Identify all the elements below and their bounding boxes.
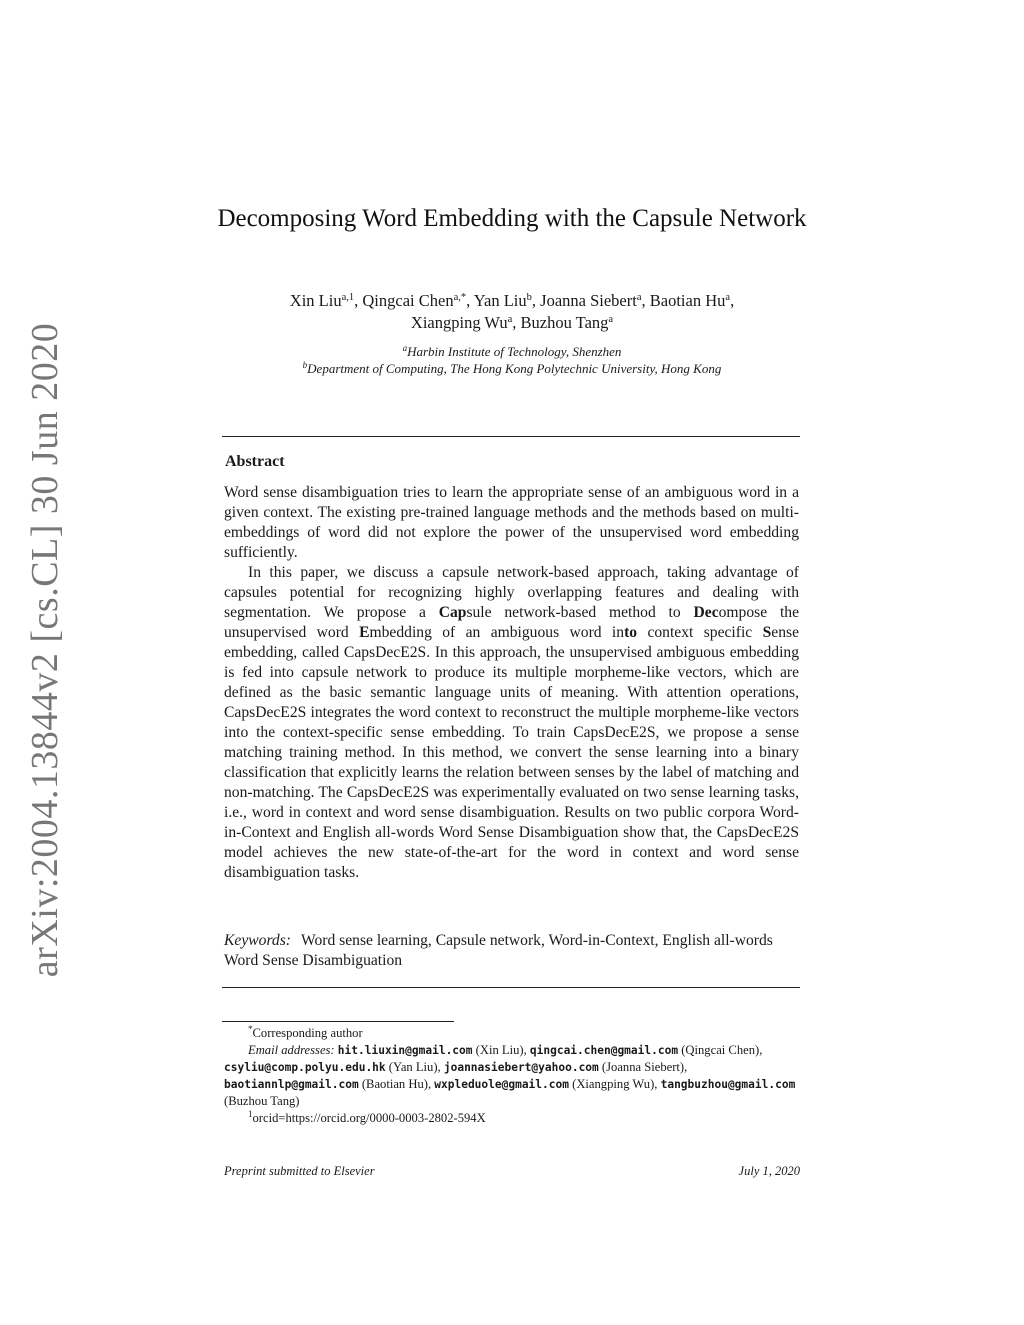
- email-link[interactable]: csyliu@comp.polyu.edu.hk: [224, 1061, 386, 1074]
- arxiv-identifier-stamp[interactable]: arXiv:2004.13844v2 [cs.CL] 30 Jun 2020: [24, 322, 66, 978]
- abstract-heading: Abstract: [225, 453, 285, 470]
- email-link[interactable]: joannasiebert@yahoo.com: [443, 1061, 599, 1074]
- orcid-link[interactable]: orcid=https://orcid.org/0000-0003-2802-594X: [252, 1111, 486, 1125]
- footnote-rule: [222, 1021, 454, 1022]
- paper-title: Decomposing Word Embedding with the Capsule Network: [217, 205, 807, 232]
- author: Qingcai Chen$^{a,*}$,: [362, 291, 474, 310]
- corresponding-author-note: *Corresponding author: [248, 1024, 363, 1040]
- author: Xiangping Wu$^a$,: [410, 313, 521, 332]
- keywords: [224, 931, 799, 971]
- footnotes: [224, 1025, 799, 1127]
- affiliation: $^a$Harbin Institute of Technology, Shenzhen: [402, 343, 622, 359]
- author: Baotian Hu$^a$,: [649, 291, 735, 310]
- abstract-paragraph: Word sense disambiguation tries to learn the appropriate sense of an ambiguous word in a given context. The existing pre-trained language methods and the methods based on multi-embeddings of word did not explore the power of the unsupervised word embedding sufficiently.: [224, 484, 799, 561]
- email-link[interactable]: tangbuzhou@gmail.com: [660, 1078, 796, 1091]
- preprint-note: Preprint submitted to Elsevier: [224, 1164, 375, 1178]
- email-addresses: Email addresses: hit.liuxin@gmail.com (Xin Liu), qingcai.chen@gmail.com (Qingcai Chen), csyliu@comp.polyu.edu.hk (Yan Liu), joannasiebert@yahoo.com (Joanna Siebert), baotiannlp@gmail.com (Baotian Hu), wxpleduole@gmail.com (Xiangping Wu), tangbuzhou@gmail.com (Buzhou Tang): [224, 1043, 796, 1108]
- affiliations: [200, 344, 824, 377]
- keywords-label: Keywords:: [224, 932, 291, 949]
- author: Joanna Siebert$^a$,: [540, 291, 650, 310]
- email-link[interactable]: baotiannlp@gmail.com: [224, 1078, 359, 1091]
- email-link[interactable]: hit.liuxin@gmail.com: [337, 1044, 473, 1057]
- abstract-paragraph: In this paper, we discuss a capsule network-based approach, taking advantage of capsules potential for recognizing highly overlapping features and dealing with segmentation. We propose a Capsule network-based method to Decompose the unsupervised word Embedding of an ambiguous word into context specific Sense embedding, called CapsDecE2S. In this approach, the unsupervised ambiguous embedding is fed into capsule network to produce its multiple morpheme-like vectors, which are defined as the basic semantic language units of meaning. With attention operations, CapsDecE2S integrates the word context to reconstruct the multiple morpheme-like vectors into the context-specific sense embedding. To train CapsDecE2S, we propose a sense matching training method. In this method, we convert the sense learning into a binary classification that explicitly learns the relation between senses by the label of matching and non-matching. The CapsDecE2S was experimentally evaluated on two sense learning tasks, i.e., word in context and word sense disambiguation. Results on two public corpora Word-in-Context and English all-words Word Sense Disambiguation show that, the CapsDecE2S model achieves the new state-of-the-art for the word in context and word sense disambiguation tasks.: [224, 564, 799, 881]
- author: Yan Liu$^b$,: [473, 291, 541, 310]
- abstract-body: [224, 483, 799, 883]
- keywords-text: Word sense learning, Capsule network, Word-in-Context, English all-words Word Sense Disambiguation: [224, 932, 773, 969]
- abstract-bottom-rule: [222, 987, 800, 988]
- orcid-note: $^1$orcid=https://orcid.org/0000-0003-2802-594X: [248, 1109, 486, 1125]
- author: Buzhou Tang$^a$: [520, 313, 614, 332]
- affiliation: $^b$Department of Computing, The Hong Kong Polytechnic University, Hong Kong: [302, 359, 722, 376]
- author-list: [200, 290, 824, 334]
- abstract-top-rule: [222, 436, 800, 437]
- email-link[interactable]: wxpleduole@gmail.com: [434, 1078, 569, 1091]
- author: Xin Liu$^{a,1}$,: [289, 291, 363, 310]
- email-link[interactable]: qingcai.chen@gmail.com: [529, 1044, 679, 1057]
- preprint-date: July 1, 2020: [738, 1164, 800, 1178]
